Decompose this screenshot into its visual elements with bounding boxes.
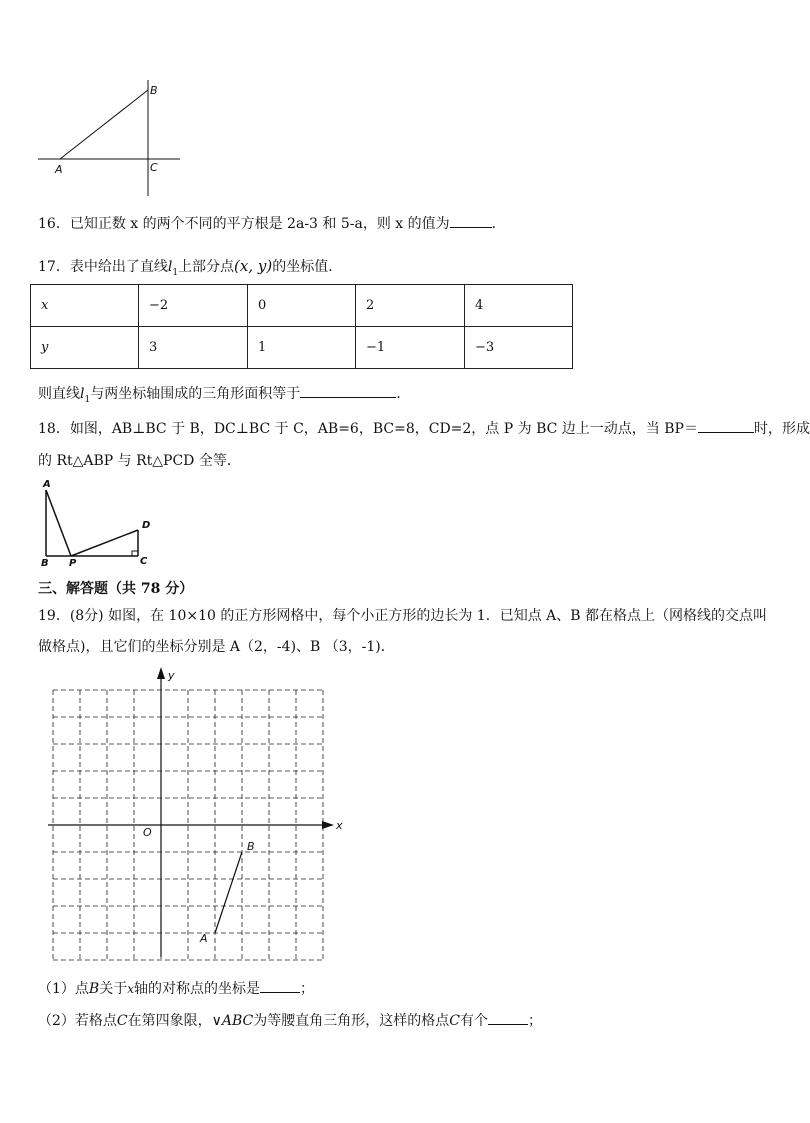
- fig-label-b: B: [150, 84, 158, 97]
- table-cell: −2: [139, 285, 248, 327]
- table-header-x: x: [31, 285, 139, 327]
- grid-label-x: x: [336, 819, 343, 832]
- q18-label-c: C: [140, 556, 148, 567]
- q19-sub1-end: ；: [300, 981, 314, 997]
- x-axis-arrow: [322, 821, 334, 829]
- q17-intro-a: 17．表中给出了直线: [38, 259, 168, 275]
- q19-sub2-answer-blank[interactable]: [488, 1012, 528, 1025]
- grid-label-b: B: [247, 840, 255, 853]
- q17-intro-b: 上部分点: [178, 259, 235, 275]
- question-18-line1: [38, 418, 810, 438]
- segment-ab: [60, 90, 148, 159]
- q18-text-c: 的 Rt△ABP 与 Rt△PCD 全等．: [38, 453, 241, 469]
- q17-intro-c: 的坐标值．: [272, 259, 343, 275]
- table-cell: 0: [248, 285, 356, 327]
- table-cell: 1: [248, 327, 356, 369]
- q19-sub2: [38, 1010, 542, 1030]
- question-18-line2: [38, 450, 241, 470]
- q19-sub1-c: 关于: [99, 981, 128, 997]
- q17-ask-a: 则直线: [38, 386, 80, 402]
- question-17: [38, 256, 342, 278]
- q18-label-d: D: [142, 520, 151, 531]
- q19-sub2-c: 在第四象限，: [127, 1013, 212, 1029]
- q18-label-b: B: [41, 558, 49, 569]
- q16-text: 16．已知正数 x 的两个不同的平方根是 2a-3 和 5-a，则 x 的值为: [38, 216, 450, 232]
- coordinate-table: [30, 284, 573, 369]
- q17-ask-line-name: l: [80, 386, 85, 402]
- q18-label-a: A: [43, 479, 51, 490]
- question-19-line1: [38, 605, 767, 625]
- table-header-y: y: [31, 327, 139, 369]
- q18-label-p: P: [69, 558, 77, 569]
- q19-sub1: [38, 978, 314, 998]
- q17-ask-end: .: [396, 386, 401, 402]
- table-cell: −1: [356, 327, 465, 369]
- q19-sub2-g: 有个: [459, 1013, 488, 1029]
- segment-ab: [215, 852, 242, 933]
- grid-label-y: y: [168, 669, 175, 682]
- q19-sub1-answer-blank[interactable]: [260, 980, 300, 993]
- q19-sub1-e: 轴的对称点的坐标是: [134, 981, 260, 997]
- table-row-y: [31, 327, 573, 369]
- fig-label-a: A: [55, 163, 63, 176]
- table-cell: 3: [139, 327, 248, 369]
- figure-right-triangle: [30, 78, 190, 200]
- q18-text-a: 18．如图，AB⊥BC 于 B，DC⊥BC 于 C，AB=6，BC=8，CD=2，点 P 为 BC 边上一动点，当 BP＝: [38, 421, 698, 437]
- q19-sub2-f: C: [449, 1013, 460, 1029]
- q16-answer-blank[interactable]: [450, 215, 492, 228]
- q19-text-line2: 做格点)，且它们的坐标分别是 A（2，-4)、B （3，-1)．: [38, 639, 395, 655]
- question-16: [38, 213, 496, 233]
- q19-sub1-b: B: [88, 981, 100, 997]
- grid-label-a: A: [200, 932, 208, 945]
- q17-question: [38, 383, 401, 405]
- q19-sub2-end: ；: [527, 1013, 542, 1029]
- fig-label-c: C: [150, 161, 158, 174]
- q19-sub2-d: ∨ABC: [211, 1013, 254, 1029]
- q17-answer-blank[interactable]: [300, 385, 396, 398]
- table-cell: −3: [465, 327, 573, 369]
- y-axis-arrow: [157, 667, 165, 679]
- q18-answer-blank[interactable]: [698, 420, 754, 433]
- q19-text-line1: 19．(8分) 如图，在 10×10 的正方形网格中，每个小正方形的边长为 1．已知点 A、B 都在格点上（网格线的交点叫: [38, 608, 768, 624]
- q19-sub2-b: C: [116, 1013, 128, 1029]
- table-cell: 4: [465, 285, 573, 327]
- q16-end: .: [491, 216, 497, 232]
- q19-sub2-e: 为等腰直角三角形，这样的格点: [253, 1013, 450, 1029]
- q17-line-name: l: [167, 259, 173, 275]
- q19-sub2-a: （2）若格点: [38, 1013, 117, 1029]
- coordinate-grid: [40, 665, 350, 965]
- q18-text-b: 时，形成: [753, 421, 810, 437]
- table-row-x: [31, 285, 573, 327]
- section-title: 三、解答题（共 78 分）: [38, 581, 194, 597]
- q19-sub1-d: x: [127, 982, 134, 996]
- question-19-line2: [38, 636, 395, 656]
- segment-pd: [71, 530, 138, 556]
- q19-sub1-a: （1）点: [38, 981, 89, 997]
- q17-line-sub: 1: [172, 267, 179, 278]
- grid-label-origin: O: [143, 826, 152, 839]
- table-cell: 2: [356, 285, 465, 327]
- q17-ask-line-sub: 1: [84, 394, 91, 405]
- q17-point: (x, y): [234, 257, 273, 275]
- q17-ask-b: 与两坐标轴围成的三角形面积等于: [90, 386, 301, 402]
- segment-ap: [46, 490, 71, 556]
